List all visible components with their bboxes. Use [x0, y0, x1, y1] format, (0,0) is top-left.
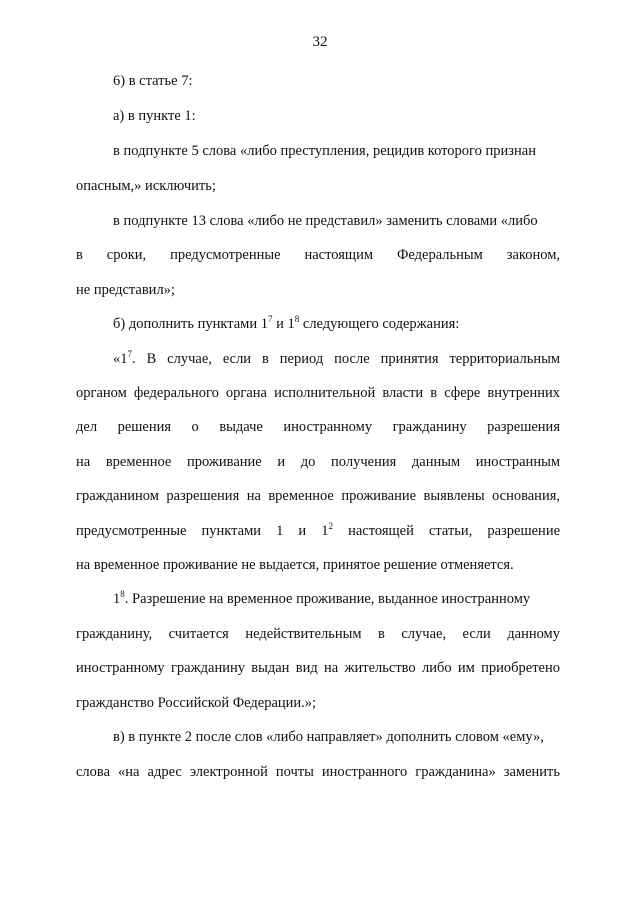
clause-1-7	[113, 350, 560, 368]
text: на временное проживание не выдается, принятое решение отменяется.	[76, 557, 514, 573]
superscript: 7	[127, 349, 132, 359]
text: . Разрешение на временное проживание, выданное иностранному	[124, 591, 531, 607]
text: 1	[113, 591, 121, 607]
paragraph-sub13-cont: в сроки, предусмотренные настоящим Федеральным законом,	[76, 247, 560, 263]
text: не представил»;	[76, 282, 175, 298]
page-number: 32	[312, 34, 328, 50]
text: настоящей статьи, разрешение	[333, 523, 561, 539]
clause-1-8-line3: иностранному гражданину выдан вид на жительство либо им приобретено	[76, 660, 560, 676]
text: следующего содержания:	[299, 316, 460, 332]
clause-1-7-line4: на временное проживание и до получения данным иностранным	[76, 454, 560, 470]
clause-1-7-line5: гражданином разрешения на временное проживание выявлены основания,	[76, 488, 560, 504]
paragraph-a	[113, 107, 560, 125]
superscript: 7	[268, 314, 273, 324]
text: в подпункте 5 слова «либо преступления, рецидив которого признан	[113, 143, 536, 159]
text: опасным,» исключить;	[76, 178, 216, 194]
text: гражданство Российской Федерации.»;	[76, 695, 317, 711]
text: а) в пункте 1:	[113, 108, 196, 124]
text: и 1	[272, 316, 295, 332]
text: предусмотренные пунктами 1 и 1	[76, 523, 329, 539]
paragraph-sub5	[113, 142, 560, 160]
paragraph-sub5-cont	[76, 177, 560, 195]
clause-1-7-line7	[76, 556, 560, 574]
clause-1-7-line2: органом федерального органа исполнительной власти в сфере внутренних	[76, 385, 560, 401]
clause-1-8	[113, 590, 560, 608]
clause-1-7-line3: дел решения о выдаче иностранному гражданину разрешения	[76, 419, 560, 435]
superscript: 2	[328, 521, 334, 531]
clause-1-7-line6	[76, 522, 560, 540]
paragraph-v	[113, 728, 560, 746]
text: б) дополнить пунктами 1	[113, 316, 268, 332]
paragraph-6	[113, 72, 560, 90]
text: 6) в статье 7:	[113, 73, 193, 89]
clause-1-8-line2: гражданину, считается недействительным в случае, если данному	[76, 626, 560, 642]
superscript: 8	[120, 589, 125, 599]
paragraph-b	[113, 315, 560, 333]
paragraph-sub13-end	[76, 281, 560, 299]
text: в подпункте 13 слова «либо не представил» заменить словами «либо	[113, 213, 538, 229]
paragraph-v-cont: слова «на адрес электронной почты иностранного гражданина» заменить	[76, 764, 560, 780]
clause-1-8-line4	[76, 694, 560, 712]
text: в) в пункте 2 после слов «либо направляет» дополнить словом «ему»,	[113, 729, 544, 745]
superscript: 8	[294, 314, 300, 324]
text: . В случае, если в период после принятия территориальным	[132, 351, 560, 367]
text: «1	[113, 351, 128, 367]
paragraph-sub13	[113, 212, 560, 230]
